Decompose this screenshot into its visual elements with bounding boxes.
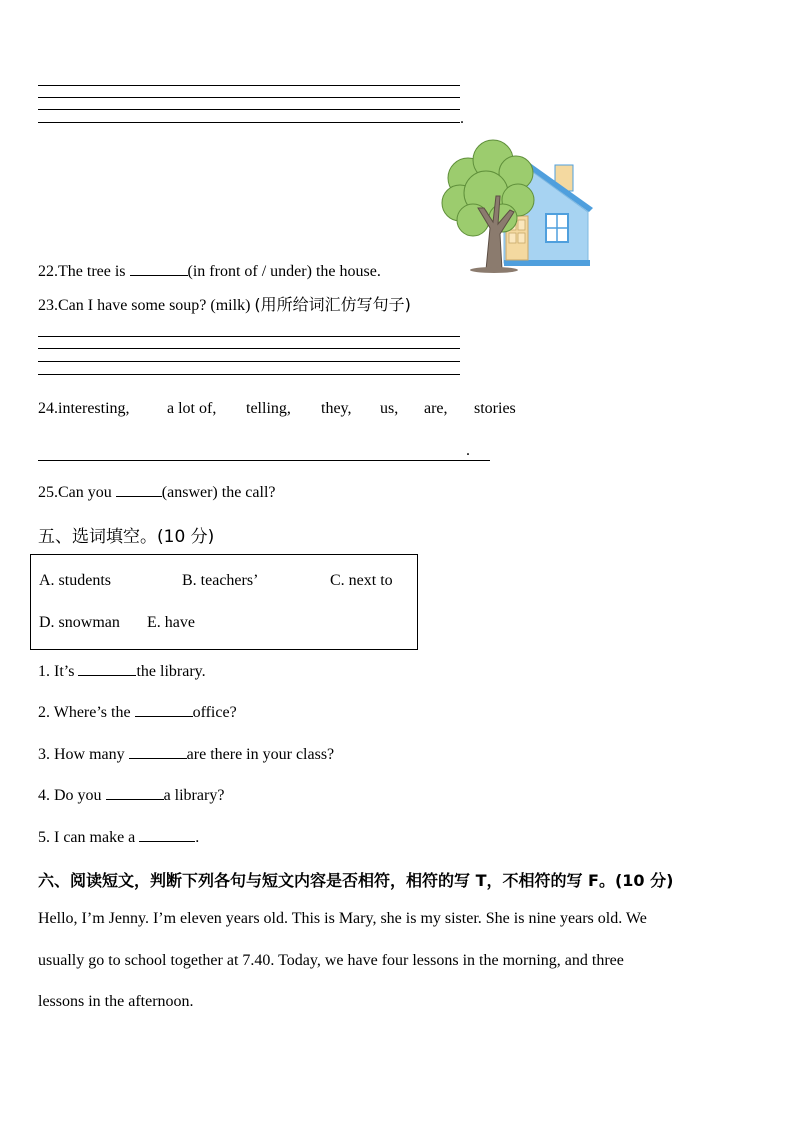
question-text: 4. Do you [38, 787, 102, 804]
answer-line[interactable] [38, 348, 460, 349]
question-number: 24. [38, 400, 58, 417]
section-6-heading: 六、阅读短文，判断下列各句与短文内容是否相符，相符的写 T，不相符的写 F。(10 分) [38, 871, 674, 890]
option-e: E. have [147, 614, 195, 631]
question-23 [38, 295, 411, 316]
answer-line[interactable] [38, 361, 460, 362]
answer-line[interactable] [38, 460, 490, 461]
answer-blank[interactable] [135, 702, 193, 717]
option-d: D. snowman [39, 614, 120, 631]
question-25 [38, 482, 276, 503]
fill-question-4 [38, 785, 224, 806]
question-number: 25. [38, 484, 58, 501]
section-5-heading: 五、选词填空。(10 分) [38, 527, 215, 547]
question-number: 23. [38, 297, 58, 314]
question-text: are there in your class? [186, 746, 335, 763]
answer-blank[interactable] [129, 744, 187, 759]
word-5: us, [380, 400, 399, 417]
question-note: (用所给词汇仿写句子) [254, 295, 411, 314]
question-text: (in front of / under) the house. [187, 263, 381, 280]
fill-question-3 [38, 744, 334, 765]
passage-line: usually go to school together at 7.40. Today, we have four lessons in the morning, and three [38, 952, 624, 969]
question-text: (answer) the call? [161, 484, 276, 501]
answer-line-period: . [466, 442, 470, 459]
answer-line[interactable] [38, 336, 460, 337]
fill-question-1 [38, 661, 206, 682]
answer-line[interactable] [38, 85, 460, 86]
question-text: Can you [58, 484, 112, 501]
question-text: . [195, 829, 200, 846]
tree-and-house-icon [438, 138, 596, 276]
question-text: 5. I can make a [38, 829, 136, 846]
option-a: A. students [39, 572, 111, 589]
question-number: 22. [38, 263, 58, 280]
question-text: The tree is [58, 263, 126, 280]
fill-question-5 [38, 827, 199, 848]
question-text: Can I have some soup? (milk) [58, 297, 251, 314]
option-b: B. teachers’ [182, 572, 259, 589]
answer-line-period: . [460, 110, 464, 127]
question-text: 1. It’s [38, 663, 75, 680]
question-text: 3. How many [38, 746, 125, 763]
answer-blank[interactable] [78, 661, 136, 676]
answer-blank[interactable] [130, 261, 188, 276]
question-text: 2. Where’s the [38, 704, 131, 721]
passage-line: lessons in the afternoon. [38, 993, 194, 1010]
answer-blank[interactable] [106, 785, 164, 800]
question-text: the library. [136, 663, 206, 680]
answer-line[interactable] [38, 109, 460, 110]
word-3: telling, [246, 400, 291, 417]
answer-blank[interactable] [139, 827, 195, 842]
answer-blank[interactable] [116, 482, 162, 497]
option-c: C. next to [330, 572, 393, 589]
fill-question-2 [38, 702, 237, 723]
word-1: interesting, [58, 400, 130, 417]
word-bank-box [30, 554, 418, 650]
question-text: office? [192, 704, 237, 721]
answer-line[interactable] [38, 374, 460, 375]
word-2: a lot of, [167, 400, 217, 417]
question-text: a library? [163, 787, 225, 804]
passage-line: Hello, I’m Jenny. I’m eleven years old. This is Mary, she is my sister. She is nine years old. We [38, 910, 647, 927]
answer-line[interactable] [38, 97, 460, 98]
word-7: stories [474, 400, 516, 417]
question-22 [38, 261, 381, 282]
word-6: are, [424, 400, 448, 417]
word-4: they, [321, 400, 352, 417]
question-24 [38, 399, 538, 419]
answer-line[interactable] [38, 122, 460, 123]
